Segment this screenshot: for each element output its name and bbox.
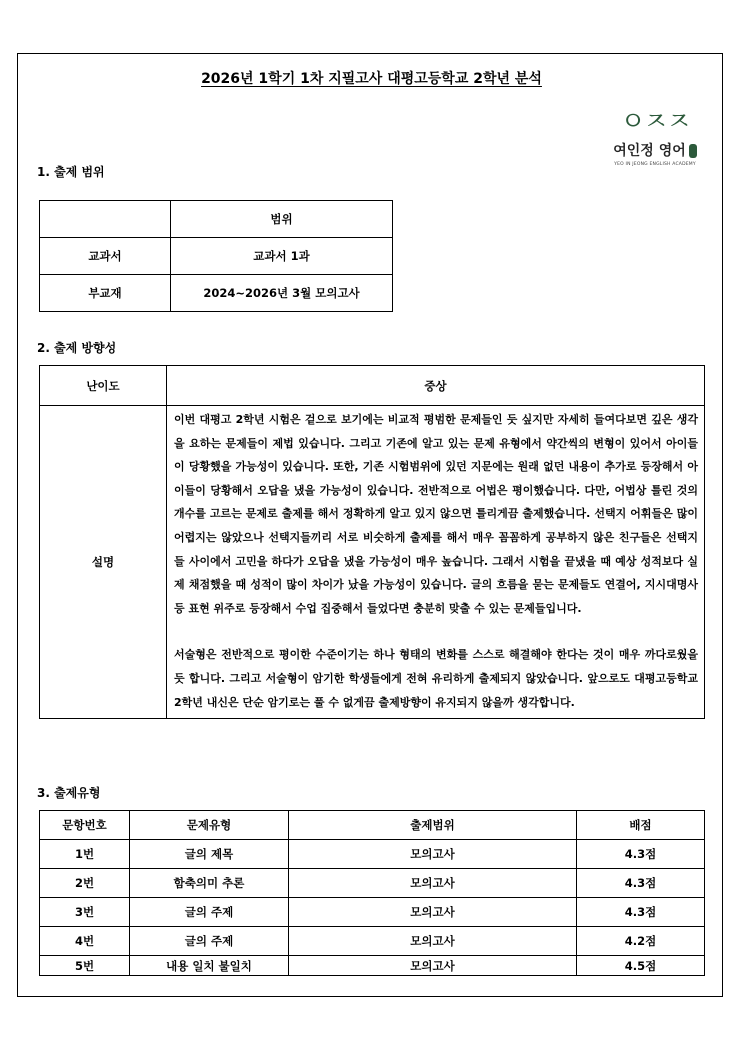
title-text: 2026년 1학기 1차 지필고사 대평고등학교 2학년 분석: [201, 71, 542, 87]
question-points: 4.5점: [577, 956, 705, 976]
question-points: 4.3점: [577, 869, 705, 898]
scope-value: 2024~2026년 3월 모의고사: [171, 275, 393, 312]
header-cell: 문항번호: [40, 811, 130, 840]
question-type: 내용 일치 불일치: [130, 956, 289, 976]
table-row: [40, 275, 393, 312]
table-row: [40, 898, 705, 927]
header-cell: 문제유형: [130, 811, 289, 840]
question-number: 5번: [40, 956, 130, 976]
table-header-row: [40, 201, 393, 238]
table-row: [40, 406, 705, 719]
question-type: 함축의미 추론: [130, 869, 289, 898]
table-row: [40, 869, 705, 898]
scope-label: 부교재: [40, 275, 171, 312]
table-row: [40, 238, 393, 275]
question-number: 4번: [40, 927, 130, 956]
table-row: [40, 927, 705, 956]
question-type: 글의 주제: [130, 927, 289, 956]
header-cell: 출제범위: [289, 811, 577, 840]
description-paragraph: 이번 대평고 2학년 시험은 겉으로 보기에는 비교적 평범한 문제들인 듯 싶지만 자세히 들여다보면 깊은 생각을 요하는 문제들이 제법 있습니다. 그리고 기존에 알고 있는 문제 유형에서 약간씩의 변형이 있어서 아이들이 당황했을 가능성이 있습니다. 또한, 기존 시험범위에 있던 지문에는 원래 없던 내용이 추가로 등장해서 아이들이 당황해서 오답을 냈을 가능성이 있습니다. 전반적으로 어법은 평이했습니다. 다만, 어법상 틀린 것의 개수를 고르는 문제로 출제를 해서 정확하게 알고 있지 않으면 틀리게끔 출제했습니다. 선택지 어휘들은 많이 어렵지는 않았으나 선택지들끼리 서로 비슷하게 출제를 해서 매우 꼼꼼하게 공부하지 않은 친구들은 선택지들 사이에서 고민을 하다가 오답을 냈을 가능성이 매우 높습니다. 그래서 시험을 끝냈을 때 예상 성적보다 실제 채점했을 때 성적이 많이 차이가 났을 가능성이 있습니다. 글의 흐름을 묻는 문제들도 연결어, 지시대명사등 표현 위주로 등장해서 수업 집중해서 들었다면 충분히 맞출 수 있는 문제들입니다.: [174, 413, 698, 615]
section1-heading: 1. 출제 범위: [37, 165, 105, 179]
question-number: 3번: [40, 898, 130, 927]
scope-table: [39, 200, 393, 312]
question-number: 2번: [40, 869, 130, 898]
question-scope: 모의고사: [289, 927, 577, 956]
question-points: 4.3점: [577, 898, 705, 927]
logo-dot-icon: [689, 144, 697, 158]
table-header-row: [40, 811, 705, 840]
table-header-row: [40, 366, 705, 406]
header-cell: 범위: [171, 201, 393, 238]
question-scope: 모의고사: [289, 869, 577, 898]
question-type: 글의 주제: [130, 898, 289, 927]
scope-value: 교과서 1과: [171, 238, 393, 275]
question-scope: 모의고사: [289, 956, 577, 976]
question-type: 글의 제목: [130, 840, 289, 869]
logo-subtitle: YEO IN JEONG ENGLISH ACADEMY: [614, 162, 696, 167]
header-cell: [40, 201, 171, 238]
description-paragraph: 서술형은 전반적으로 평이한 수준이기는 하나 형태의 변화를 스스로 해결해야 한다는 것이 매우 까다로웠을 듯 합니다. 그리고 서술형이 암기한 학생들에게 전혀 유리하게 출제되지 않았습니다. 앞으로도 대평고등학교 2학년 내신은 단순 암기로는 풀 수 없게끔 출제방향이 유지되지 않을까 생각합니다.: [174, 648, 698, 709]
header-cell: 배점: [577, 811, 705, 840]
difficulty-label: 난이도: [40, 366, 167, 406]
page-title: [0, 68, 743, 88]
question-scope: 모의고사: [289, 898, 577, 927]
description-cell: [167, 406, 705, 719]
section2-heading: 2. 출제 방향성: [37, 341, 117, 355]
academy-logo: [610, 108, 700, 167]
table-row: [40, 840, 705, 869]
difficulty-value: 중상: [167, 366, 705, 406]
question-points: 4.3점: [577, 840, 705, 869]
section3-heading: 3. 출제유형: [37, 786, 101, 800]
question-type-table: [39, 810, 705, 976]
question-number: 1번: [40, 840, 130, 869]
direction-table: [39, 365, 705, 719]
table-row: [40, 956, 705, 976]
description-label: 설명: [40, 406, 167, 719]
logo-name-text: 여인정 영어: [613, 143, 686, 159]
logo-name: [610, 140, 700, 160]
question-scope: 모의고사: [289, 840, 577, 869]
logo-mark: ㅇㅈㅈ: [620, 107, 690, 137]
question-points: 4.2점: [577, 927, 705, 956]
scope-label: 교과서: [40, 238, 171, 275]
